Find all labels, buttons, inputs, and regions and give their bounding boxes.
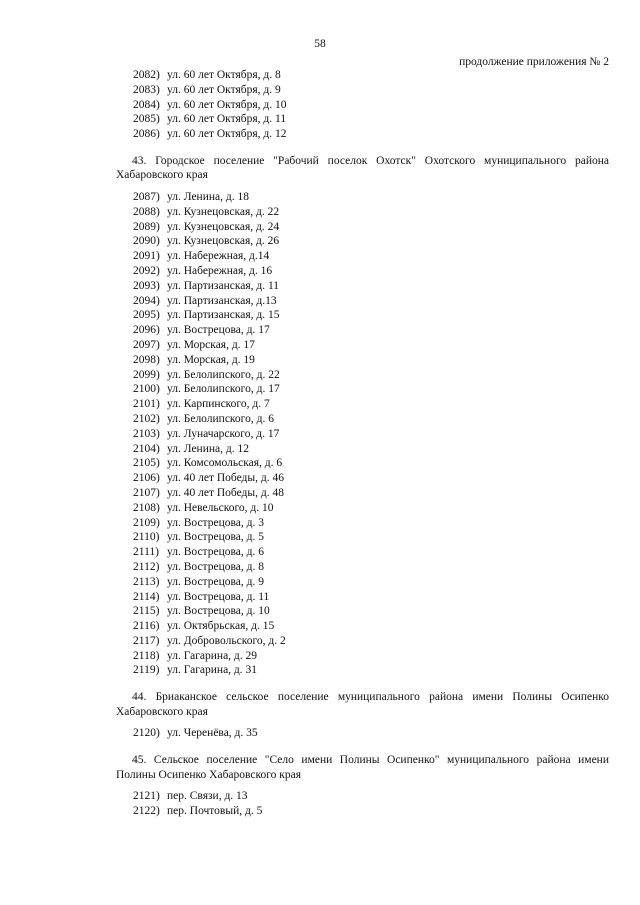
entry-address: ул. Гагарина, д. 31 bbox=[167, 664, 258, 677]
list-item bbox=[133, 560, 640, 575]
entry-address: ул. Белолипского, д. 6 bbox=[167, 412, 274, 425]
entry-number: 2106) bbox=[133, 472, 160, 485]
list-item bbox=[133, 545, 640, 560]
entry-number: 2089) bbox=[133, 220, 160, 233]
entry-number: 2101) bbox=[133, 398, 160, 411]
sections-container bbox=[0, 142, 640, 819]
entry-address: ул. 40 лет Победы, д. 46 bbox=[167, 472, 284, 485]
list-item bbox=[133, 804, 640, 819]
list-item bbox=[133, 516, 640, 531]
entry-address: пер. Связи, д. 13 bbox=[167, 790, 248, 803]
section-entry-list bbox=[133, 726, 640, 741]
entry-address: ул. Черенёва, д. 35 bbox=[167, 727, 258, 740]
entry-number: 2116) bbox=[133, 620, 160, 633]
entry-number: 2084) bbox=[133, 98, 160, 111]
entry-address: ул. 60 лет Октября, д. 11 bbox=[167, 113, 287, 126]
settlement-section bbox=[0, 741, 640, 819]
entry-number: 2083) bbox=[133, 83, 160, 96]
list-item bbox=[133, 323, 640, 338]
entry-number: 2114) bbox=[133, 590, 160, 603]
entry-number: 2118) bbox=[133, 649, 160, 662]
list-item bbox=[133, 649, 640, 664]
entry-number: 2103) bbox=[133, 427, 160, 440]
continuation-note: продолжение приложения № 2 bbox=[459, 56, 609, 68]
list-item bbox=[133, 663, 640, 678]
section-heading bbox=[116, 690, 609, 719]
list-item bbox=[133, 412, 640, 427]
list-item bbox=[133, 604, 640, 619]
entry-address: ул. Невельского, д. 10 bbox=[167, 501, 274, 514]
section-heading bbox=[116, 753, 609, 782]
settlement-section bbox=[0, 678, 640, 741]
list-item bbox=[133, 789, 640, 804]
list-item bbox=[133, 279, 640, 294]
intro-entry-list bbox=[133, 68, 640, 142]
list-item bbox=[133, 190, 640, 205]
list-item bbox=[133, 338, 640, 353]
list-item bbox=[133, 127, 640, 142]
list-item bbox=[133, 83, 640, 98]
entry-address: ул. Партизанская, д.13 bbox=[167, 294, 277, 307]
document-body bbox=[0, 68, 640, 819]
entry-number: 2087) bbox=[133, 190, 160, 203]
list-item bbox=[133, 530, 640, 545]
list-item bbox=[133, 726, 640, 741]
entry-number: 2088) bbox=[133, 205, 160, 218]
entry-number: 2093) bbox=[133, 279, 160, 292]
entry-address: ул. Вострецова, д. 8 bbox=[167, 560, 264, 573]
entry-number: 2122) bbox=[133, 804, 160, 817]
entry-number: 2119) bbox=[133, 664, 160, 677]
entry-number: 2117) bbox=[133, 634, 160, 647]
list-item bbox=[133, 456, 640, 471]
entry-address: ул. Белолипского, д. 17 bbox=[167, 383, 280, 396]
entry-address: ул. Морская, д. 19 bbox=[167, 353, 255, 366]
page-number: 58 bbox=[314, 38, 326, 50]
entry-address: ул. 60 лет Октября, д. 12 bbox=[167, 128, 287, 141]
list-item bbox=[133, 486, 640, 501]
list-item bbox=[133, 294, 640, 309]
entry-address: ул. Кузнецовская, д. 24 bbox=[167, 220, 280, 233]
entry-address: ул. Карпинского, д. 7 bbox=[167, 398, 270, 411]
entry-address: ул. 60 лет Октября, д. 9 bbox=[167, 83, 281, 96]
entry-number: 2105) bbox=[133, 457, 160, 470]
list-item bbox=[133, 427, 640, 442]
entry-address: ул. Кузнецовская, д. 26 bbox=[167, 235, 280, 248]
entry-number: 2091) bbox=[133, 250, 160, 263]
list-item bbox=[133, 397, 640, 412]
settlement-section bbox=[0, 142, 640, 678]
entry-address: ул. Вострецова, д. 11 bbox=[167, 590, 270, 603]
list-item bbox=[133, 471, 640, 486]
list-item bbox=[133, 68, 640, 83]
entry-number: 2108) bbox=[133, 501, 160, 514]
list-item bbox=[133, 501, 640, 516]
entry-address: ул. Вострецова, д. 9 bbox=[167, 575, 264, 588]
entry-number: 2112) bbox=[133, 560, 160, 573]
entry-address: ул. Вострецова, д. 3 bbox=[167, 516, 264, 529]
entry-address: ул. Партизанская, д. 11 bbox=[167, 279, 280, 292]
entry-address: ул. 60 лет Октября, д. 10 bbox=[167, 98, 287, 111]
entry-number: 2121) bbox=[133, 790, 160, 803]
section-heading-text: 43. Городское поселение "Рабочий поселок Охотск" Охотского муниципального района Хабаровского края bbox=[116, 154, 609, 182]
entry-address: ул. 40 лет Победы, д. 48 bbox=[167, 486, 284, 499]
list-item bbox=[133, 98, 640, 113]
entry-address: ул. Гагарина, д. 29 bbox=[167, 649, 258, 662]
section-heading-text: 44. Бриаканское сельское поселение муниципального района имени Полины Осипенко Хабаровского края bbox=[116, 691, 609, 718]
entry-address: ул. Белолипского, д. 22 bbox=[167, 368, 280, 381]
entry-address: пер. Почтовый, д. 5 bbox=[167, 804, 263, 817]
list-item bbox=[133, 220, 640, 235]
entry-address: ул. 60 лет Октября, д. 8 bbox=[167, 69, 281, 81]
list-item bbox=[133, 308, 640, 323]
entry-number: 2094) bbox=[133, 294, 160, 307]
entry-address: ул. Вострецова, д. 17 bbox=[167, 324, 270, 337]
list-item bbox=[133, 264, 640, 279]
list-item bbox=[133, 442, 640, 457]
entry-address: ул. Луначарского, д. 17 bbox=[167, 427, 280, 440]
section-heading-text: 45. Сельское поселение "Село имени Полины Осипенко" муниципального района имени Полины Осипенко Хабаровского края bbox=[116, 754, 609, 781]
list-item bbox=[133, 619, 640, 634]
list-item bbox=[133, 249, 640, 264]
list-item bbox=[133, 590, 640, 605]
entry-address: ул. Вострецова, д. 10 bbox=[167, 605, 270, 618]
entry-address: ул. Добровольского, д. 2 bbox=[167, 634, 286, 647]
entry-number: 2100) bbox=[133, 383, 160, 396]
entry-number: 2102) bbox=[133, 412, 160, 425]
section-entry-list bbox=[133, 190, 640, 678]
entry-number: 2115) bbox=[133, 605, 160, 618]
entry-number: 2085) bbox=[133, 113, 160, 126]
entry-address: ул. Ленина, д. 12 bbox=[167, 442, 249, 455]
entry-number: 2092) bbox=[133, 264, 160, 277]
entry-address: ул. Набережная, д.14 bbox=[167, 250, 270, 263]
list-item bbox=[133, 112, 640, 127]
entry-address: ул. Комсомольская, д. 6 bbox=[167, 457, 283, 470]
entry-number: 2104) bbox=[133, 442, 160, 455]
entry-number: 2099) bbox=[133, 368, 160, 381]
entry-address: ул. Набережная, д. 16 bbox=[167, 264, 273, 277]
entry-number: 2082) bbox=[133, 69, 160, 81]
list-item bbox=[133, 382, 640, 397]
entry-number: 2109) bbox=[133, 516, 160, 529]
section-heading bbox=[116, 154, 609, 183]
list-item bbox=[133, 353, 640, 368]
list-item bbox=[133, 368, 640, 383]
entry-number: 2097) bbox=[133, 338, 160, 351]
entry-number: 2111) bbox=[133, 546, 159, 559]
list-item bbox=[133, 234, 640, 249]
entry-address: ул. Вострецова, д. 5 bbox=[167, 531, 264, 544]
entry-number: 2107) bbox=[133, 486, 160, 499]
entry-number: 2095) bbox=[133, 309, 160, 322]
section-entry-list bbox=[133, 789, 640, 819]
list-item bbox=[133, 634, 640, 649]
entry-address: ул. Морская, д. 17 bbox=[167, 338, 255, 351]
entry-address: ул. Ленина, д. 18 bbox=[167, 190, 249, 203]
list-item bbox=[133, 205, 640, 220]
entry-address: ул. Партизанская, д. 15 bbox=[167, 309, 280, 322]
entry-address: ул. Октябрьская, д. 15 bbox=[167, 620, 275, 633]
entry-number: 2098) bbox=[133, 353, 160, 366]
entry-number: 2096) bbox=[133, 324, 160, 337]
entry-number: 2110) bbox=[133, 531, 160, 544]
list-item bbox=[133, 575, 640, 590]
entry-number: 2086) bbox=[133, 128, 160, 141]
entry-number: 2120) bbox=[133, 727, 160, 740]
entry-address: ул. Вострецова, д. 6 bbox=[167, 546, 264, 559]
entry-address: ул. Кузнецовская, д. 22 bbox=[167, 205, 280, 218]
entry-number: 2090) bbox=[133, 235, 160, 248]
entry-number: 2113) bbox=[133, 575, 160, 588]
